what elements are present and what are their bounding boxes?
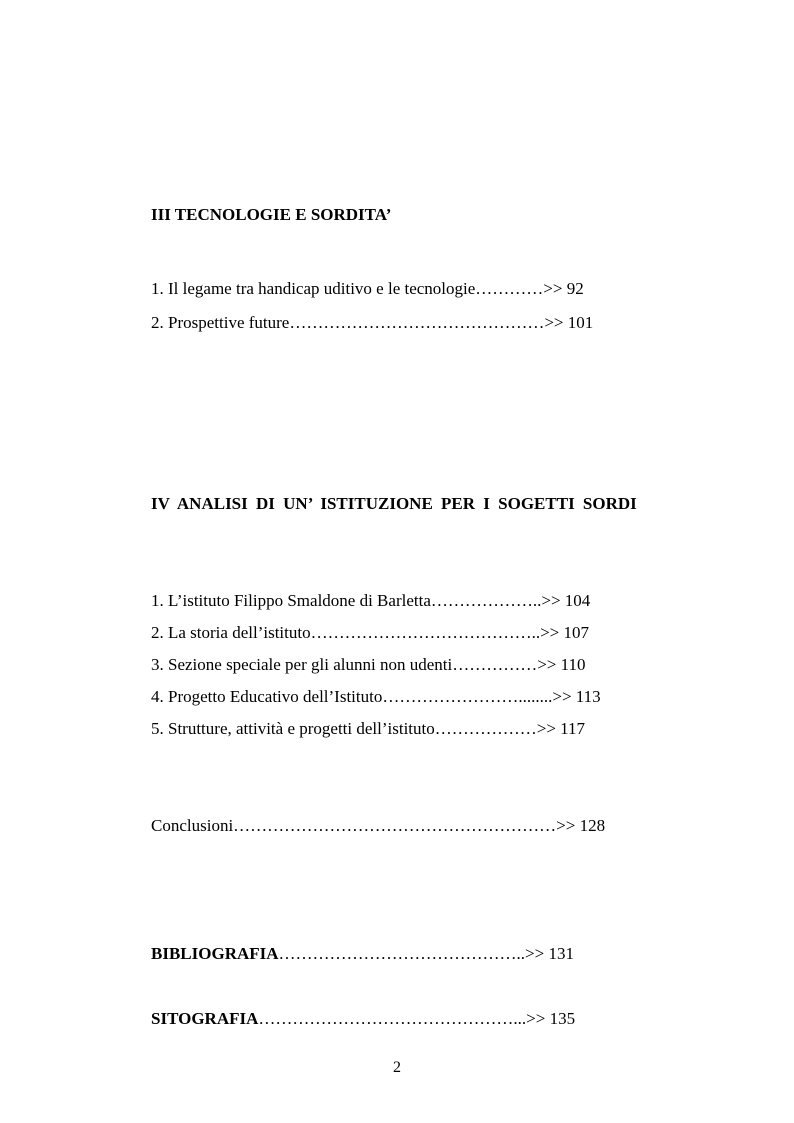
- bibliography-label: BIBLIOGRAFIA: [151, 944, 279, 963]
- toc-entry-3-1: 1. Il legame tra handicap uditivo e le tecnologie…………>> 92: [151, 279, 584, 298]
- section-4-heading: IV ANALISI DI UN’ ISTITUZIONE PER I SOGETTI SORDI: [151, 494, 637, 513]
- bibliography-leader: ……………………………………..>> 131: [278, 944, 574, 963]
- toc-entry-4-3: 3. Sezione speciale per gli alunni non udenti……………>> 110: [151, 655, 586, 674]
- toc-entry-conclusions: Conclusioni…………………………………………………>> 128: [151, 816, 606, 835]
- toc-entry-4-4: 4. Progetto Educativo dell’Istituto……………………........>> 113: [151, 687, 601, 706]
- sitography-leader: ………………………………………...>> 135: [258, 1009, 576, 1028]
- toc-entry-4-5: 5. Strutture, attività e progetti dell’istituto………………>> 117: [151, 719, 586, 738]
- toc-entry-bibliography: [151, 944, 574, 964]
- toc-entry-4-1: 1. L’istituto Filippo Smaldone di Barletta………………..>> 104: [151, 591, 591, 610]
- toc-entry-3-2: 2. Prospettive future………………………………………>> 101: [151, 313, 594, 332]
- toc-entry-4-2: 2. La storia dell’istituto…………………………………..>> 107: [151, 623, 590, 642]
- sitography-label: SITOGRAFIA: [151, 1009, 259, 1028]
- page-number: 2: [393, 1059, 401, 1076]
- toc-entry-sitography: [151, 1009, 575, 1029]
- section-3-heading: III TECNOLOGIE E SORDITA’: [151, 205, 392, 224]
